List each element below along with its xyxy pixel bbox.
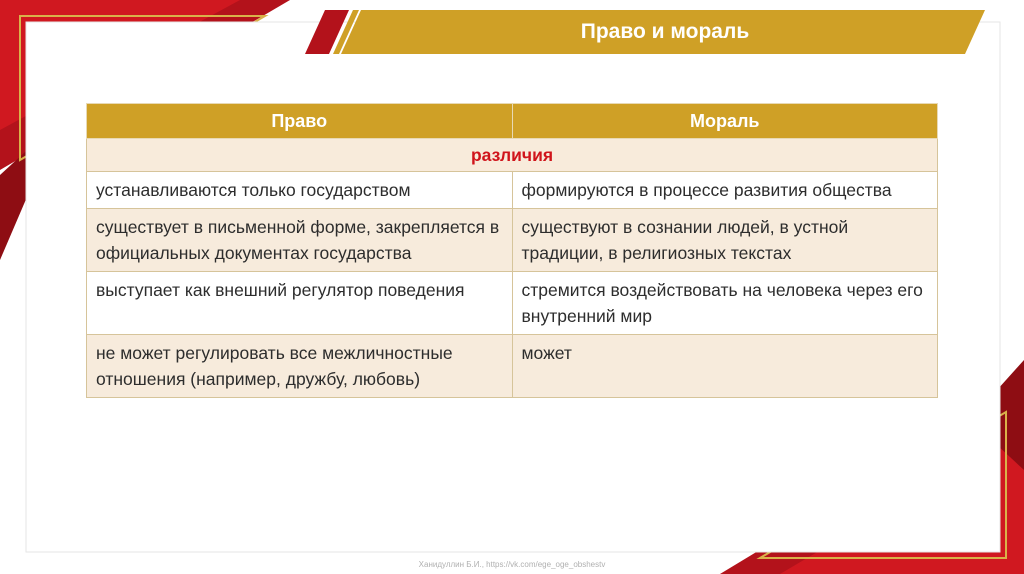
morality-cell: формируются в процессе развития общества — [512, 172, 938, 209]
title-banner — [305, 10, 985, 54]
section-label-differences: различия — [87, 139, 938, 172]
morality-cell: может — [512, 335, 938, 398]
header-law: Право — [87, 104, 513, 139]
morality-cell: существуют в сознании людей, в устной традиции, в религиозных текстах — [512, 209, 938, 272]
table-row — [87, 272, 938, 335]
morality-cell: стремится воздействовать на человека через его внутренний мир — [512, 272, 938, 335]
law-cell: существует в письменной форме, закрепляется в официальных документах государства — [87, 209, 513, 272]
table-row — [87, 172, 938, 209]
law-cell: выступает как внешний регулятор поведения — [87, 272, 513, 335]
comparison-table — [86, 103, 938, 398]
slide-title: Право и мораль — [580, 20, 750, 43]
table-row — [87, 335, 938, 398]
table-header-row — [87, 104, 938, 139]
law-cell: устанавливаются только государством — [87, 172, 513, 209]
law-cell: не может регулировать все межличностные отношения (например, дружбу, любовь) — [87, 335, 513, 398]
section-row — [87, 139, 938, 172]
header-morality: Мораль — [512, 104, 938, 139]
footer-credit: Ханидуллин Б.И., https://vk.com/ege_oge_obshestv — [418, 560, 606, 569]
table-row — [87, 209, 938, 272]
